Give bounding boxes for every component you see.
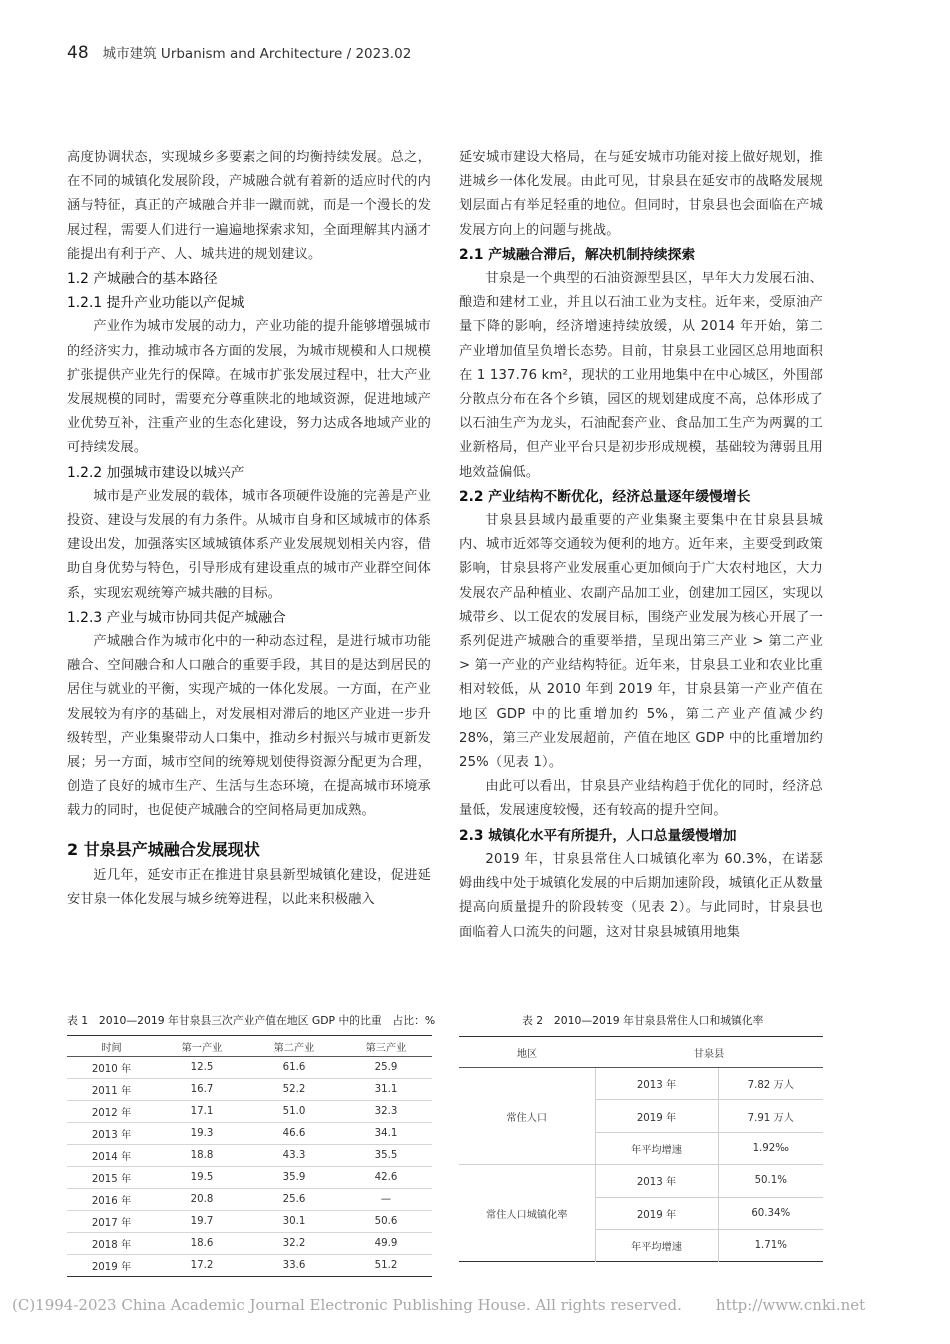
table-cell: 2017 年 [67,1211,156,1233]
table1-body [67,1057,432,1277]
table-cell: 2013 年 [67,1123,156,1145]
running-header [67,42,411,63]
table-cell: 19.3 [156,1123,248,1145]
table-cell: 51.2 [374,1260,398,1271]
table-cell: 2019 年 [595,1100,718,1132]
table-cell: 60.34% [718,1197,823,1229]
table-cell: 2010 年 [67,1057,156,1079]
copyright-footer [12,1296,865,1314]
paragraph: 产业作为城市发展的动力，产业功能的提升能够增强城市的经济实力，推动城市各方面的发展，为城市规模和人口规模扩张提供产业先行的保障。在城市扩张发展过程中，壮大产业发展规模的同时，需要充分尊重陕北的地域资源，促进地域产业优势互补，注重产业的生态化建设，努力达成各地域产业的可持续发展。 [67,319,431,456]
copyright-text: (C)1994-2023 China Academic Journal Electronic Publishing House. All rights reserved. [12,1296,682,1314]
section-heading: 2.1 产城融合滞后，解决机制持续探索 [459,246,696,263]
table-cell: 61.6 [248,1057,340,1079]
table-row [67,1211,432,1233]
table1-caption: 表 1 2010—2019 年甘泉县三次产业产值在地区 GDP 中的比重 占比：% [67,1014,436,1027]
table-header-row [67,1036,432,1057]
table-cell: 42.6 [340,1167,432,1189]
table-cell: 18.8 [156,1145,248,1167]
table-cell: 19.7 [156,1211,248,1233]
paragraph: 近几年，延安市正在推进甘泉县新型城镇化建设，促进延安甘泉一体化发展与城乡统筹进程，以此来积极融入 [67,867,431,907]
table-row [67,1233,432,1255]
table-cell: 50.6 [340,1211,432,1233]
paragraph: 由此可以看出，甘泉县产业结构趋于优化的同时，经济总量低，发展速度较慢，还有较高的提升空间。 [459,779,823,819]
table-row [459,1165,823,1197]
table1 [67,1035,432,1277]
table-cell: 2013 年 [595,1165,718,1197]
table-cell: 2019 年 [91,1262,132,1273]
table-row [459,1068,823,1100]
table-cell: 2018 年 [67,1233,156,1255]
table-cell: 2011 年 [67,1079,156,1101]
table-cell: 31.1 [340,1079,432,1101]
table-row [67,1057,432,1079]
journal-title: 城市建筑 Urbanism and Architecture / 2023.02 [102,46,412,62]
table-row [67,1167,432,1189]
table-cell: 2013 年 [595,1068,718,1100]
right-column [459,146,823,945]
column-header: 第一产业 [156,1036,248,1057]
table2-caption: 表 2 2010—2019 年甘泉县常住人口和城镇化率 [522,1014,764,1027]
paragraph: 甘泉是一个典型的石油资源型县区，早年大力发展石油、酿造和建材工业，并且以石油工业为支柱。近年来，受原油产量下降的影响，经济增速持续放缓，从 2014 年开始，第二产业增加值呈负增长态势。目前，甘泉县工业园区总用地面积在 1 137.76 km²，现状的工业用地集中在中心城区，外围部分散点分布在各个乡镇，园区的规划建成度不高，总体形成了以石油生产为龙头，石油配套产业、食品加工生产为两翼的工业新格局，但产业平台只是初步形成规模，基础较为薄弱且用地效益偏低。 [459,271,823,480]
paragraph: 高度协调状态，实现城乡多要素之间的均衡持续发展。总之，在不同的城镇化发展阶段，产城融合就有着新的适应时代的内涵与特征，真正的产城融合并非一蹴而就，而是一个漫长的发展过程，需要人们进行一遍遍地探索求知，全面理解其内涵才能提出有利于产、人、城共进的规划建议。 [67,150,431,262]
table-row [67,1145,432,1167]
table-cell: 52.2 [248,1079,340,1101]
table-cell: 2015 年 [67,1167,156,1189]
section-heading: 2.3 城镇化水平有所提升，人口总量缓慢增加 [459,827,737,844]
page-number: 48 [67,43,89,63]
column-header: 第二产业 [248,1036,340,1057]
table-cell: 30.1 [248,1211,340,1233]
row-group-label: 常住人口城镇化率 [459,1165,595,1262]
subsection-heading: 1.2.1 提升产业功能以产促城 [67,295,245,312]
table-cell: 33.6 [282,1260,306,1271]
table-cell: 18.6 [156,1233,248,1255]
table-cell: 32.3 [340,1101,432,1123]
row-group-label: 常住人口 [459,1068,595,1165]
left-column [67,146,431,912]
table-row [67,1255,432,1277]
table-cell: 20.8 [156,1189,248,1211]
chapter-heading: 2 甘泉县产城融合发展现状 [67,839,260,859]
subsection-heading: 1.2.3 产业与城市协同共促产城融合 [67,609,286,626]
column-header: 时间 [67,1036,156,1057]
column-header: 甘泉县 [595,1037,823,1068]
table-cell: 16.7 [156,1079,248,1101]
table-cell: 1.71% [754,1240,787,1252]
table-row [67,1123,432,1145]
table-cell: 1.92‰ [718,1132,823,1164]
table-cell: 32.2 [248,1233,340,1255]
table2 [459,1036,823,1262]
table-cell: 43.3 [248,1145,340,1167]
table-cell: 2012 年 [67,1101,156,1123]
table-cell: 49.9 [340,1233,432,1255]
footer-url[interactable]: http://www.cnki.net [715,1296,866,1314]
paragraph: 产城融合作为城市化中的一种动态过程，是进行城市功能融合、空间融合和人口融合的重要手段，其目的是达到居民的居住与就业的平衡，实现产城的一体化发展。一方面，在产业发展较为有序的基础上，对发展相对滞后的地区产业进一步升级转型，产业集聚带动人口集中，推动乡村振兴与城市更新发展；另一方面，城市空间的统筹规划使得资源分配更为合理，创造了良好的城市生产、生活与生态环境，在提高城市环境承载力的同时，也促使产城融合的空间格局更加成熟。 [67,634,431,819]
section-heading: 1.2 产城融合的基本路径 [67,271,218,288]
paragraph: 甘泉县县域内最重要的产业集聚主要集中在甘泉县县城内、城市近郊等交通较为便利的地方。近年来，主要受到政策影响，甘泉县将产业发展重心更加倾向于广大农村地区，大力发展农产品种植业、农副产品加工业，创建加工园区，实现以城带乡、以工促农的发展目标，围绕产业发展为核心开展了一系列促进产城融合的重要举措，呈现出第三产业 > 第二产业 > 第一产业的产业结构特征。近年来，甘泉县工业和农业比重相对较低，从 2010 年到 2019 年，甘泉县第一产业产值在地区 GDP 中的比重增加约 5%，第二产业产值减少约 28%，第三产业发展超前，产值在地区 GDP 中的比重增加约 25%（见表 1）。 [459,513,823,771]
table-cell: 17.1 [156,1101,248,1123]
table-cell: 35.5 [340,1145,432,1167]
table-cell: 46.6 [248,1123,340,1145]
table-cell: 2019 年 [595,1197,718,1229]
table-cell: 25.6 [248,1189,340,1211]
table-header-row [459,1037,823,1068]
table-cell: 2014 年 [67,1145,156,1167]
table-cell: 2016 年 [67,1189,156,1211]
table-cell: 年平均增速 [595,1229,718,1261]
table-cell: 7.91 万人 [718,1100,823,1132]
section-heading: 2.2 产业结构不断优化，经济总量逐年缓慢增长 [459,488,751,505]
table-cell: 12.5 [156,1057,248,1079]
subsection-heading: 1.2.2 加强城市建设以城兴产 [67,464,245,481]
table-cell: — [340,1189,432,1211]
paragraph: 城市是产业发展的载体，城市各项硬件设施的完善是产业投资、建设与发展的有力条件。从城市自身和区域城市的体系建设出发，加强落实区域城镇体系产业发展规划相关内容，借助自身优势与特色，引导形成有建设重点的城市产业群空间体系，实现宏观统筹产城共融的目标。 [67,488,431,601]
table-cell: 50.1% [718,1165,823,1197]
table-cell: 7.82 万人 [718,1068,823,1100]
table-cell: 51.0 [248,1101,340,1123]
table-row [67,1101,432,1123]
table-cell: 17.2 [190,1260,214,1271]
paragraph: 2019 年，甘泉县常住人口城镇化率为 60.3%，在诺瑟姆曲线中处于城镇化发展的中后期加速阶段，城镇化正从数量提高向质量提升的阶段转变（见表 2）。与此同时，甘泉县也面临着人口流失的问题，这对甘泉县城镇用地集 [459,851,823,940]
table-cell: 19.5 [156,1167,248,1189]
column-header: 地区 [459,1037,595,1068]
table-row [67,1189,432,1211]
paragraph: 延安城市建设大格局，在与延安城市功能对接上做好规划，推进城乡一体化发展。由此可见，甘泉县在延安市的战略发展规划层面占有举足轻重的地位。但同时，甘泉县也会面临在产城发展方向上的问题与挑战。 [459,150,823,238]
column-header: 第三产业 [340,1036,432,1057]
table-cell: 34.1 [340,1123,432,1145]
table-row [67,1079,432,1101]
table-cell: 35.9 [248,1167,340,1189]
table-cell: 25.9 [340,1057,432,1079]
table-cell: 年平均增速 [595,1132,718,1164]
